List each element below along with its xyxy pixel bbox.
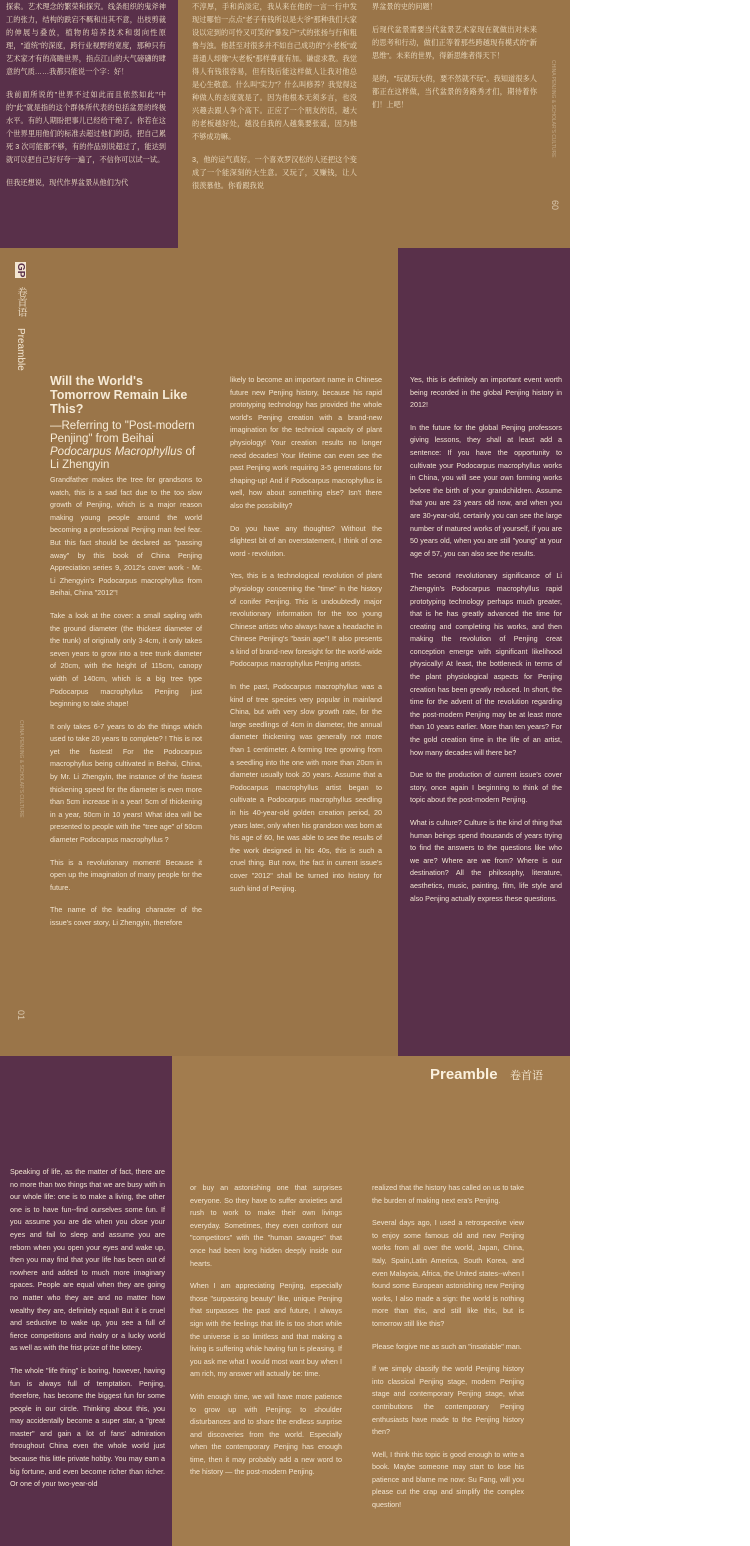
- paragraph: 界盆景的史的问题！: [372, 2, 437, 11]
- paragraph: The whole "life thing" is boring, however, having fun is always full of temptation. Penjing, therefore, has become the biggest fun for some people in our circle. Thinking about this, you may accidentally become a super star, a "great master" and gain a lot of fans' admiration throughout China even the whole world just because this little private hobby. You may earn a big fortune, and even become richer than richer. Or one of your two-year-old: [10, 1365, 165, 1489]
- paragraph: Take a look at the cover: a small sapling with the ground diameter (the thickest diameter of the trunk) of originally only 3-4cm, it only takes seven years to grow into a tree trunk diameter of 20cm, with the height of 115cm, canopy width of 140cm, which is a big tree type Podocarpus macrophyllus Penjing just beginning to take shape!: [50, 610, 202, 709]
- article-page-number: 01: [16, 1010, 26, 1021]
- section-sidebar: [10, 262, 28, 382]
- preamble-heading-zh: 卷首语: [510, 1070, 543, 1082]
- paragraph: 不淳厚，手和尚淡定，我从来在他的一言一行中发现过哪怕一点点"老子有钱所以是大爷"那种我们大家设以定到的可怜又可笑的"暴发户"式的张扬与行和粗鲁与浊。他甚至对很多并不如自己成功的"小老板"或普通人却像"大老板"那样尊重有加。谦虚求教。我觉得人有钱很容易，但有钱后能这样做人让我对他总是心生敬意。什么叫"实力"？什么叫修养？我觉得这种做人的态度就是了。因为他根本无须多言，也没兴趣去跟人争个高下。正应了一个朋友的话，越大的老板越好处，越没自我的人越集要张遥，因为他不够成功嘛。: [192, 2, 357, 141]
- paragraph: 是的，"玩就玩大的，要不然就不玩"。我知道很多人都正在这样做，当代盆景的务路秀才们，期待着你们！上吧！: [372, 74, 537, 109]
- paragraph: In the future for the global Penjing professors giving lessons, they shall at least add a sentence: If you have the opportunity to cultivate your Podocarpus macrophyllus works in China, you will see your own forming works before the birth of your grandchildren. Assume that you are 23 years old now, and when you are 30-year-old, certainly you can see the large number of matured works of yourself, if you are 50 years old, when you are still "young" at your age of 57, you can also see the results.: [410, 422, 562, 558]
- paragraph: The second revolutionary significance of Li Zhengyin's Podocarpus macrophyllus rapid prototyping technology perhaps much greater, that is he has greatly advanced the time for creating and completing his works, and then making the revolution of Penjing creat conception emerge with significant likelihood physically! At least, the bottleneck in terms of the plant physiological aspects for Penjing creation has been greatly reduced. In short, the time for the advent of the revolution regarding the post-modern Penjing may be at least more than 10 years earlier. More than ten years? For the gold creation time in the life of an artist, how many decades will there be?: [410, 571, 562, 757]
- paragraph: Grandfather makes the tree for grandsons to watch, this is a sad fact due to the too slow growth of Penjing, which is a major reason making young people around the world becoming a professional Penjing man feel fear. But this fact should be declared as "passing away" by this book of China Penjing Appreciation series 9, 2012's cover work - Mr. Li Zhengyin's Podocarpus macrophyllus from Beihai, China "2012"!: [50, 475, 202, 598]
- bottom-col-1: [10, 1166, 165, 1501]
- top-col-3: [372, 0, 537, 121]
- preamble-heading-en: Preamble: [430, 1066, 498, 1083]
- article-col-2: [230, 374, 382, 905]
- bottom-col-2: [190, 1182, 342, 1489]
- paragraph: Due to the production of current issue's cover story, once again I beginning to think of the topic about the post-modern Penjing.: [410, 770, 562, 805]
- paragraph: With enough time, we will have more patience to grow up with Penjing; to shoulder disturbances and to share the endless surprise and discoveries from the world. Especially when the contemporary Penjing has enough time, then it may probably add a new word to the history — the post-modern Penjing.: [190, 1391, 342, 1477]
- paragraph: 我前面所说的"世界不过如此而且依然如此"中的"此"就是指的这个群体所代表的包括盆景的终极水平。有的人期盼把事儿已经给干绝了。你若在这个世界里用他们的标准去超过他们的话，把自己累死 3 次可能都不够，有的作品别说超过了，能达到就可以把自己好好夸一遍了，不信你可以试一试。: [6, 90, 166, 164]
- paragraph: Do you have any thoughts? Without the slightest bit of an overstatement, I think of one word - revolution.: [230, 523, 382, 558]
- paragraph: 但我还想说，现代作界盆景从他们为代: [6, 178, 129, 187]
- paragraph: Yes, this is definitely an important event worth being recorded in the global Penjing history in 2012!: [410, 375, 562, 410]
- paragraph: likely to become an important name in Chinese future new Penjing history, because his rapid prototyping technology has provided the whole world's Penjing creation with a brand-new imagination for the technical capacity of plant physiology! Your creation results no longer need decades! Your lifetime can even see the past Penjing work requiring 3-5 generations for shaping-up! And if Podocarpus macrophyllus is well, how about something else? Isn't there also the possibility?: [230, 375, 382, 510]
- paragraph: This is a revolutionary moment! Because it open up the imagination of many people for the future.: [50, 857, 202, 892]
- preamble-heading: [430, 1066, 543, 1084]
- paragraph: In the past, Podocarpus macrophyllus was a kind of tree species very popular in mainland China, but with very slow growth rate, for the large seedlings of 4cm in diameter, the annual diameter thickening was generally not more than 1 centimeter. A forming tree growing from a seedling into the one with more than 20cm in diameter usually took 20 years. Assume that a Podocarpus macrophyllus artist began to cultivate a Podocarpus macrophyllus seedling in his 40-year-old golden creation period, 20 years later, only when his grandson was born at his age of 60, he was able to see the results of the work designed in his 40s, this is such a cruel thing. But now, the fact in current issue's cover "2012" shall be turned into history for such kind of Penjing.: [230, 682, 382, 893]
- top-page-number: 60: [550, 200, 560, 211]
- top-side-caption: CHINA PENJING & SCHOLAR'S CULTURE: [550, 60, 556, 158]
- paragraph: 探索。艺术理念的繁荣和探究。线条组织的鬼斧神工的张力，结构的跌宕不羁和出其不意，出枝剪裁的伸展与叠放，植物的培养技术和弱向性原理，"道统"的深度，跨行业视野的宽度，那种只有艺术家才有的高瞻世界，指点江山的大气磅礴的肆意的气质……我都只能说一个字：好！: [6, 2, 166, 76]
- paragraph: It only takes 6-7 years to do the things which used to take 20 years to complete? ! This is not yet the fastest! For the Podocarpus macrophyllus being cultivated in Beihai, China, by Mr. Li Zhengyin, the instance of the fastest thickening speed for the diameter is even more than 5cm increase in a year! 5cm of thickening in a year, 50cm in 10 years! What idea will be presented to people with the "tree age" of 50cm diameter Podocarpus macrophyllus ?: [50, 721, 202, 845]
- article-title: Will the World's Tomorrow Remain Like This?: [50, 374, 188, 416]
- section-en: Preamble: [15, 328, 26, 371]
- paragraph: If we simply classify the world Penjing history into classical Penjing stage, modern Penjing stage and contemporary Penjing stage, what contributions the contemporary Penjing enthusiasts have made to the Penjing history then?: [372, 1364, 524, 1437]
- top-col-1: [6, 0, 166, 199]
- article-title-block: [50, 374, 205, 472]
- paragraph: Please forgive me as such an "insatiable" man.: [372, 1341, 522, 1351]
- paragraph: The name of the leading character of the issue's cover story, Li Zhengyin, therefore: [50, 905, 202, 927]
- top-col-2: [192, 0, 357, 202]
- paragraph: Yes, this is a technological revolution of plant physiology concerning the "time" in the history of conifer Penjing. This is undoubtedly major revolutionary information for the too young Chinese artists who always have a headache in Chinese Penjing's "basin age"! It also presents a kind of brand-new foresight for the world-wide Podocarpus macrophyllus Penjing artists.: [230, 571, 382, 669]
- paragraph: Speaking of life, as the matter of fact, there are no more than two things that we are busy with in our whole life: one is to make a living, the other one is to have fun--find ourselves some fun. If you assume you are die when you close your eyes and fail to sleep and assume you are reborn when you open your eyes and wake up, then you may find that your life has been out of nowhere and added to much more imaginary spaces. People are equal when they are going no matter who they are and no matter how wealthy they are, definitely equal! But it is cruel and seductive to wake up, you see a full of fierce competitions and rivalry or a lucky world as well as with the frist prize of the lottery.: [10, 1167, 165, 1353]
- paragraph: 后现代盆景需要当代盆景艺术家现在就做出对未来的思考和行动，做们正等着那些跨越现有模式的"新思维"。未来的世界，得新思维者得天下！: [372, 25, 537, 60]
- paragraph: When I am appreciating Penjing, especially those "surpassing beauty" like, unique Penjing that surpasses the past and future, I always sign with the feelings that life is too short while the universe is so limitless and that making a living is suffering while having fun is pleasing. If you ask me what I would most want buy when I am rich, my answer will actually be: time.: [190, 1281, 342, 1379]
- article-subtitle: —Referring to "Post-modern Penjing" from Beihai Podocarpus Macrophyllus of Li Zhengyin: [50, 420, 196, 471]
- article-side-caption: CHINA PENJING & SCHOLAR'S CULTURE: [18, 720, 24, 818]
- paragraph: Well, I think this topic is good enough to write a book. Maybe someone may start to lose his patience and blame me now: Su Fang, will you please cut the crap and simplify the complex question!: [372, 1449, 524, 1510]
- paragraph: or buy an astonishing one that surprises everyone. So they have to suffer anxieties and rush to work to make their own livings everyday. Sometimes, they even confront our "competitors" with the "human savages" that once had been long hidden deeply inside our hearts.: [190, 1183, 342, 1268]
- paragraph: 3，他的运气真好。一个喜欢罗汉松的人还把这个变成了一个能深刻的大生意。又玩了，又赚钱，让人很羡慕他。你看跟我说: [192, 155, 357, 190]
- section-zh: 卷首语: [15, 287, 26, 318]
- bottom-col-3: [372, 1182, 524, 1522]
- article-col-1: [50, 474, 202, 940]
- paragraph: realized that the history has called on us to take the burden of making next era's Penjing.: [372, 1183, 524, 1205]
- section-tag: GP: [15, 263, 26, 278]
- paragraph: Several days ago, I used a retrospective view to enjoy some famous old and new Penjing works from all over the world, Japan, China, Italy, Spain,Latin America, South Korea, and even Malaysia, Africa, the United states--when I found some European astonishing new Penjing works, I also made a sign: the world is nothing more than this, and still like this, but is tomorrow still like this?: [372, 1218, 524, 1328]
- article-col-3: [410, 374, 562, 915]
- paragraph: What is culture? Culture is the kind of thing that human beings spend thousands of years trying to find the answers to the questions like who we are? Where are we from? Where is our destination? All the philosophy, literature, aesthetics, music, painting, film, life style and also Penjing actually express these questions.: [410, 818, 562, 903]
